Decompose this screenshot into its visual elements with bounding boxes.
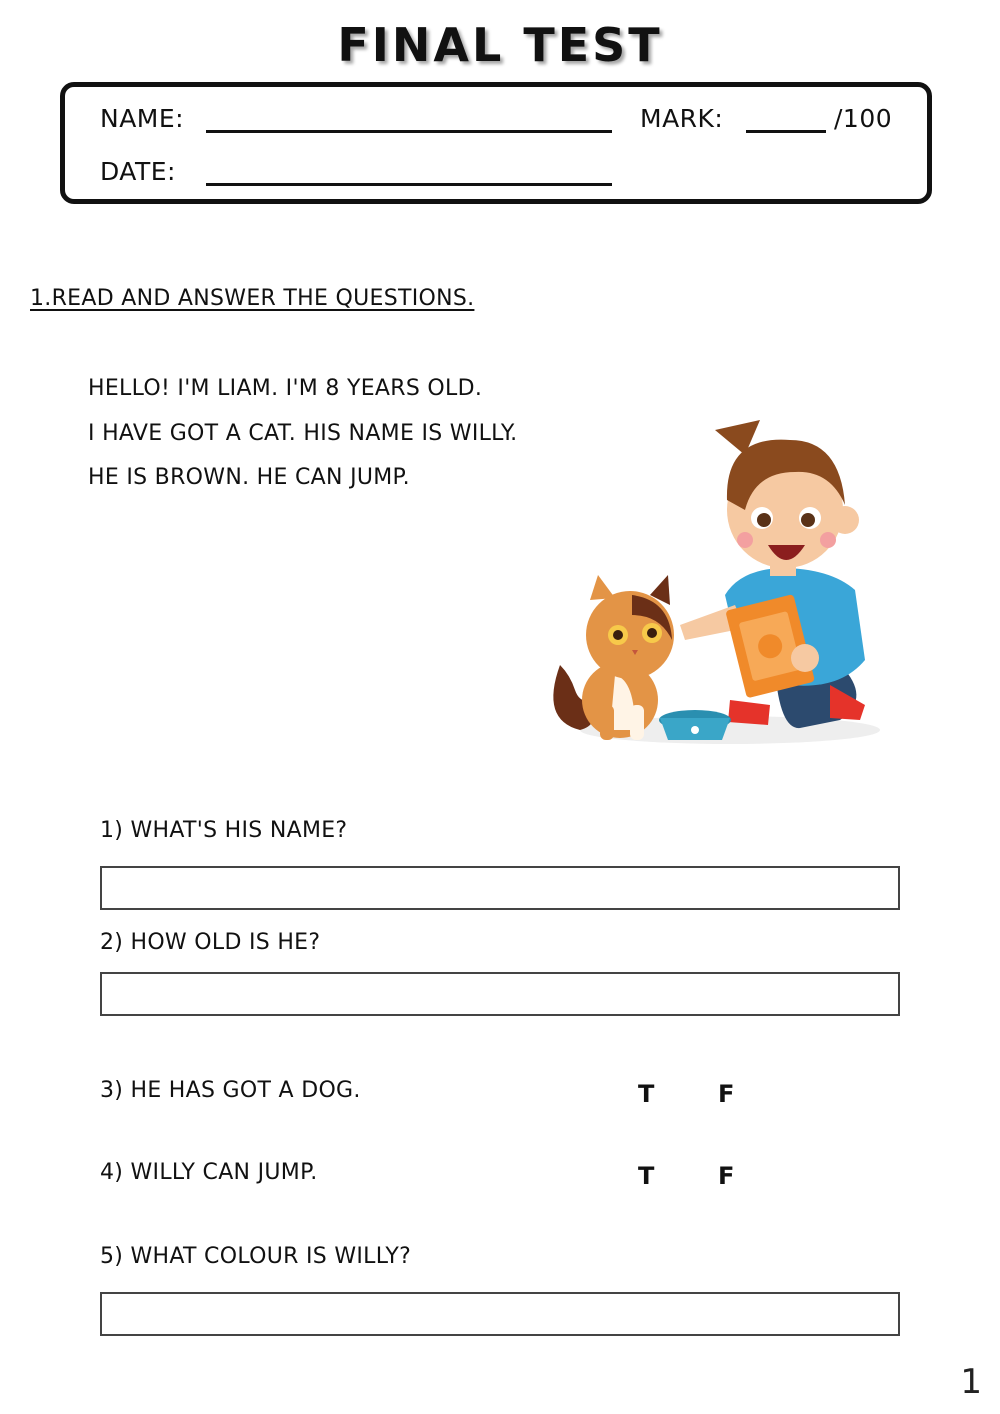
answer-5-input[interactable] xyxy=(100,1292,900,1336)
story-line: HE IS BROWN. HE CAN JUMP. xyxy=(88,465,410,490)
story-line: HELLO! I'M LIAM. I'M 8 YEARS OLD. xyxy=(88,376,483,401)
mark-field-line[interactable] xyxy=(746,130,826,133)
question-1: 1) WHAT'S HIS NAME? xyxy=(100,818,348,843)
question-4-false-option[interactable]: F xyxy=(718,1162,735,1190)
question-5: 5) WHAT COLOUR IS WILLY? xyxy=(100,1244,412,1269)
name-label: NAME: xyxy=(100,104,185,133)
date-label: DATE: xyxy=(100,157,176,186)
answer-1-input[interactable] xyxy=(100,866,900,910)
question-4: 4) WILLY CAN JUMP. xyxy=(100,1160,318,1185)
question-3-false-option[interactable]: F xyxy=(718,1080,735,1108)
question-2: 2) HOW OLD IS HE? xyxy=(100,930,321,955)
mark-total: /100 xyxy=(834,104,893,133)
name-field-line[interactable] xyxy=(206,130,612,133)
answer-2-input[interactable] xyxy=(100,972,900,1016)
section-title: 1.READ AND ANSWER THE QUESTIONS. xyxy=(30,286,475,311)
question-3-true-option[interactable]: T xyxy=(638,1080,655,1108)
story-line: I HAVE GOT A CAT. HIS NAME IS WILLY. xyxy=(88,421,518,446)
question-4-true-option[interactable]: T xyxy=(638,1162,655,1190)
question-3: 3) HE HAS GOT A DOG. xyxy=(100,1078,361,1103)
mark-label: MARK: xyxy=(640,104,724,133)
page-number: 1 xyxy=(960,1362,982,1402)
date-field-line[interactable] xyxy=(206,183,612,186)
boy-and-cat-illustration xyxy=(540,400,890,760)
page-title: FINAL TEST xyxy=(337,18,663,72)
